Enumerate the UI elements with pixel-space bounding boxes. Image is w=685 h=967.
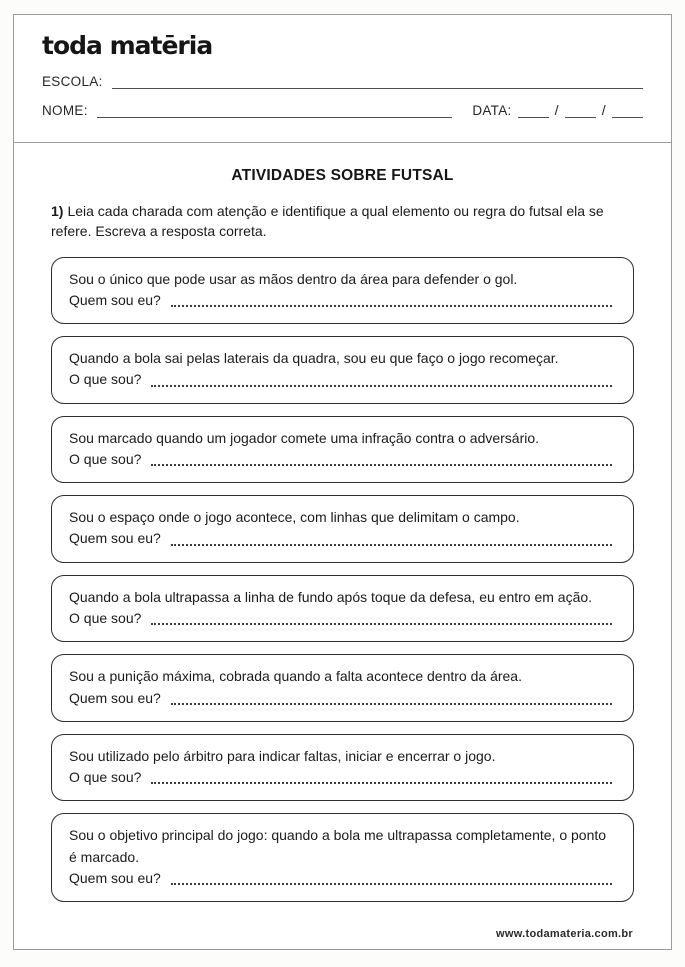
answer-prompt: Quem sou eu?: [69, 291, 161, 308]
answer-dotted-line[interactable]: [171, 695, 612, 705]
answer-dotted-line[interactable]: [171, 297, 612, 307]
question-card: [51, 257, 634, 325]
brand-logo: toda matēria: [42, 31, 213, 60]
date-slash: /: [601, 102, 606, 118]
answer-prompt: O que sou?: [69, 609, 142, 626]
date-slash: /: [554, 102, 559, 118]
school-label: ESCOLA:: [42, 74, 103, 89]
worksheet-content: [14, 143, 671, 902]
riddle-text: Sou utilizado pelo árbitro para indicar faltas, iniciar e encerrar o jogo.: [69, 747, 496, 764]
question-card: [51, 416, 634, 484]
school-row: [42, 74, 643, 89]
question-card: [51, 734, 634, 802]
question-card: [51, 813, 634, 902]
name-label: NOME:: [42, 103, 88, 118]
date-blank-year[interactable]: [612, 103, 643, 118]
riddle-text: Sou marcado quando um jogador comete uma infração contra o adversário.: [69, 429, 540, 446]
header: [14, 15, 671, 143]
instruction-text: Leia cada charada com atenção e identifique a qual elemento ou regra do futsal ela se refere. Escreva a resposta correta.: [51, 203, 604, 240]
answer-dotted-line[interactable]: [151, 377, 612, 387]
answer-prompt: Quem sou eu?: [69, 869, 161, 886]
question-card: [51, 336, 634, 404]
footer-url: www.todamateria.com.br: [496, 928, 633, 940]
answer-dotted-line[interactable]: [171, 875, 612, 885]
riddle-text: Sou o espaço onde o jogo acontece, com linhas que delimitam o campo.: [69, 509, 520, 526]
question-card: [51, 654, 634, 722]
school-fill-line[interactable]: [112, 74, 643, 89]
answer-prompt: O que sou?: [69, 371, 142, 388]
answer-prompt: O que sou?: [69, 450, 142, 467]
instruction-number: 1): [51, 203, 64, 219]
answer-prompt: Quem sou eu?: [69, 530, 161, 547]
answer-dotted-line[interactable]: [151, 774, 612, 784]
date-blank-day[interactable]: [518, 103, 549, 118]
riddle-text: Sou o único que pode usar as mãos dentro da área para defender o gol.: [69, 270, 518, 287]
date-blank-month[interactable]: [565, 103, 596, 118]
worksheet-page: [13, 14, 672, 950]
riddle-text: Sou a punição máxima, cobrada quando a falta acontece dentro da área.: [69, 668, 522, 685]
question-card: [51, 575, 634, 643]
riddle-text: Quando a bola sai pelas laterais da quadra, sou eu que faço o jogo recomeçar.: [69, 350, 559, 367]
answer-dotted-line[interactable]: [171, 536, 612, 546]
answer-prompt: O que sou?: [69, 769, 142, 786]
answer-dotted-line[interactable]: [151, 615, 612, 625]
date-group: [472, 102, 643, 118]
riddle-text: Sou o objetivo principal do jogo: quando a bola me ultrapassa completamente, o ponto é marcado.: [69, 827, 607, 865]
riddle-text: Quando a bola ultrapassa a linha de fundo após toque da defesa, eu entro em ação.: [69, 588, 593, 605]
date-label: DATA:: [472, 103, 512, 118]
name-fill-line[interactable]: [97, 103, 453, 118]
answer-prompt: Quem sou eu?: [69, 689, 161, 706]
instruction: [51, 201, 634, 242]
worksheet-title: ATIVIDADES SOBRE FUTSAL: [231, 167, 454, 184]
name-date-row: [42, 102, 643, 118]
question-card: [51, 495, 634, 563]
answer-dotted-line[interactable]: [151, 456, 612, 466]
